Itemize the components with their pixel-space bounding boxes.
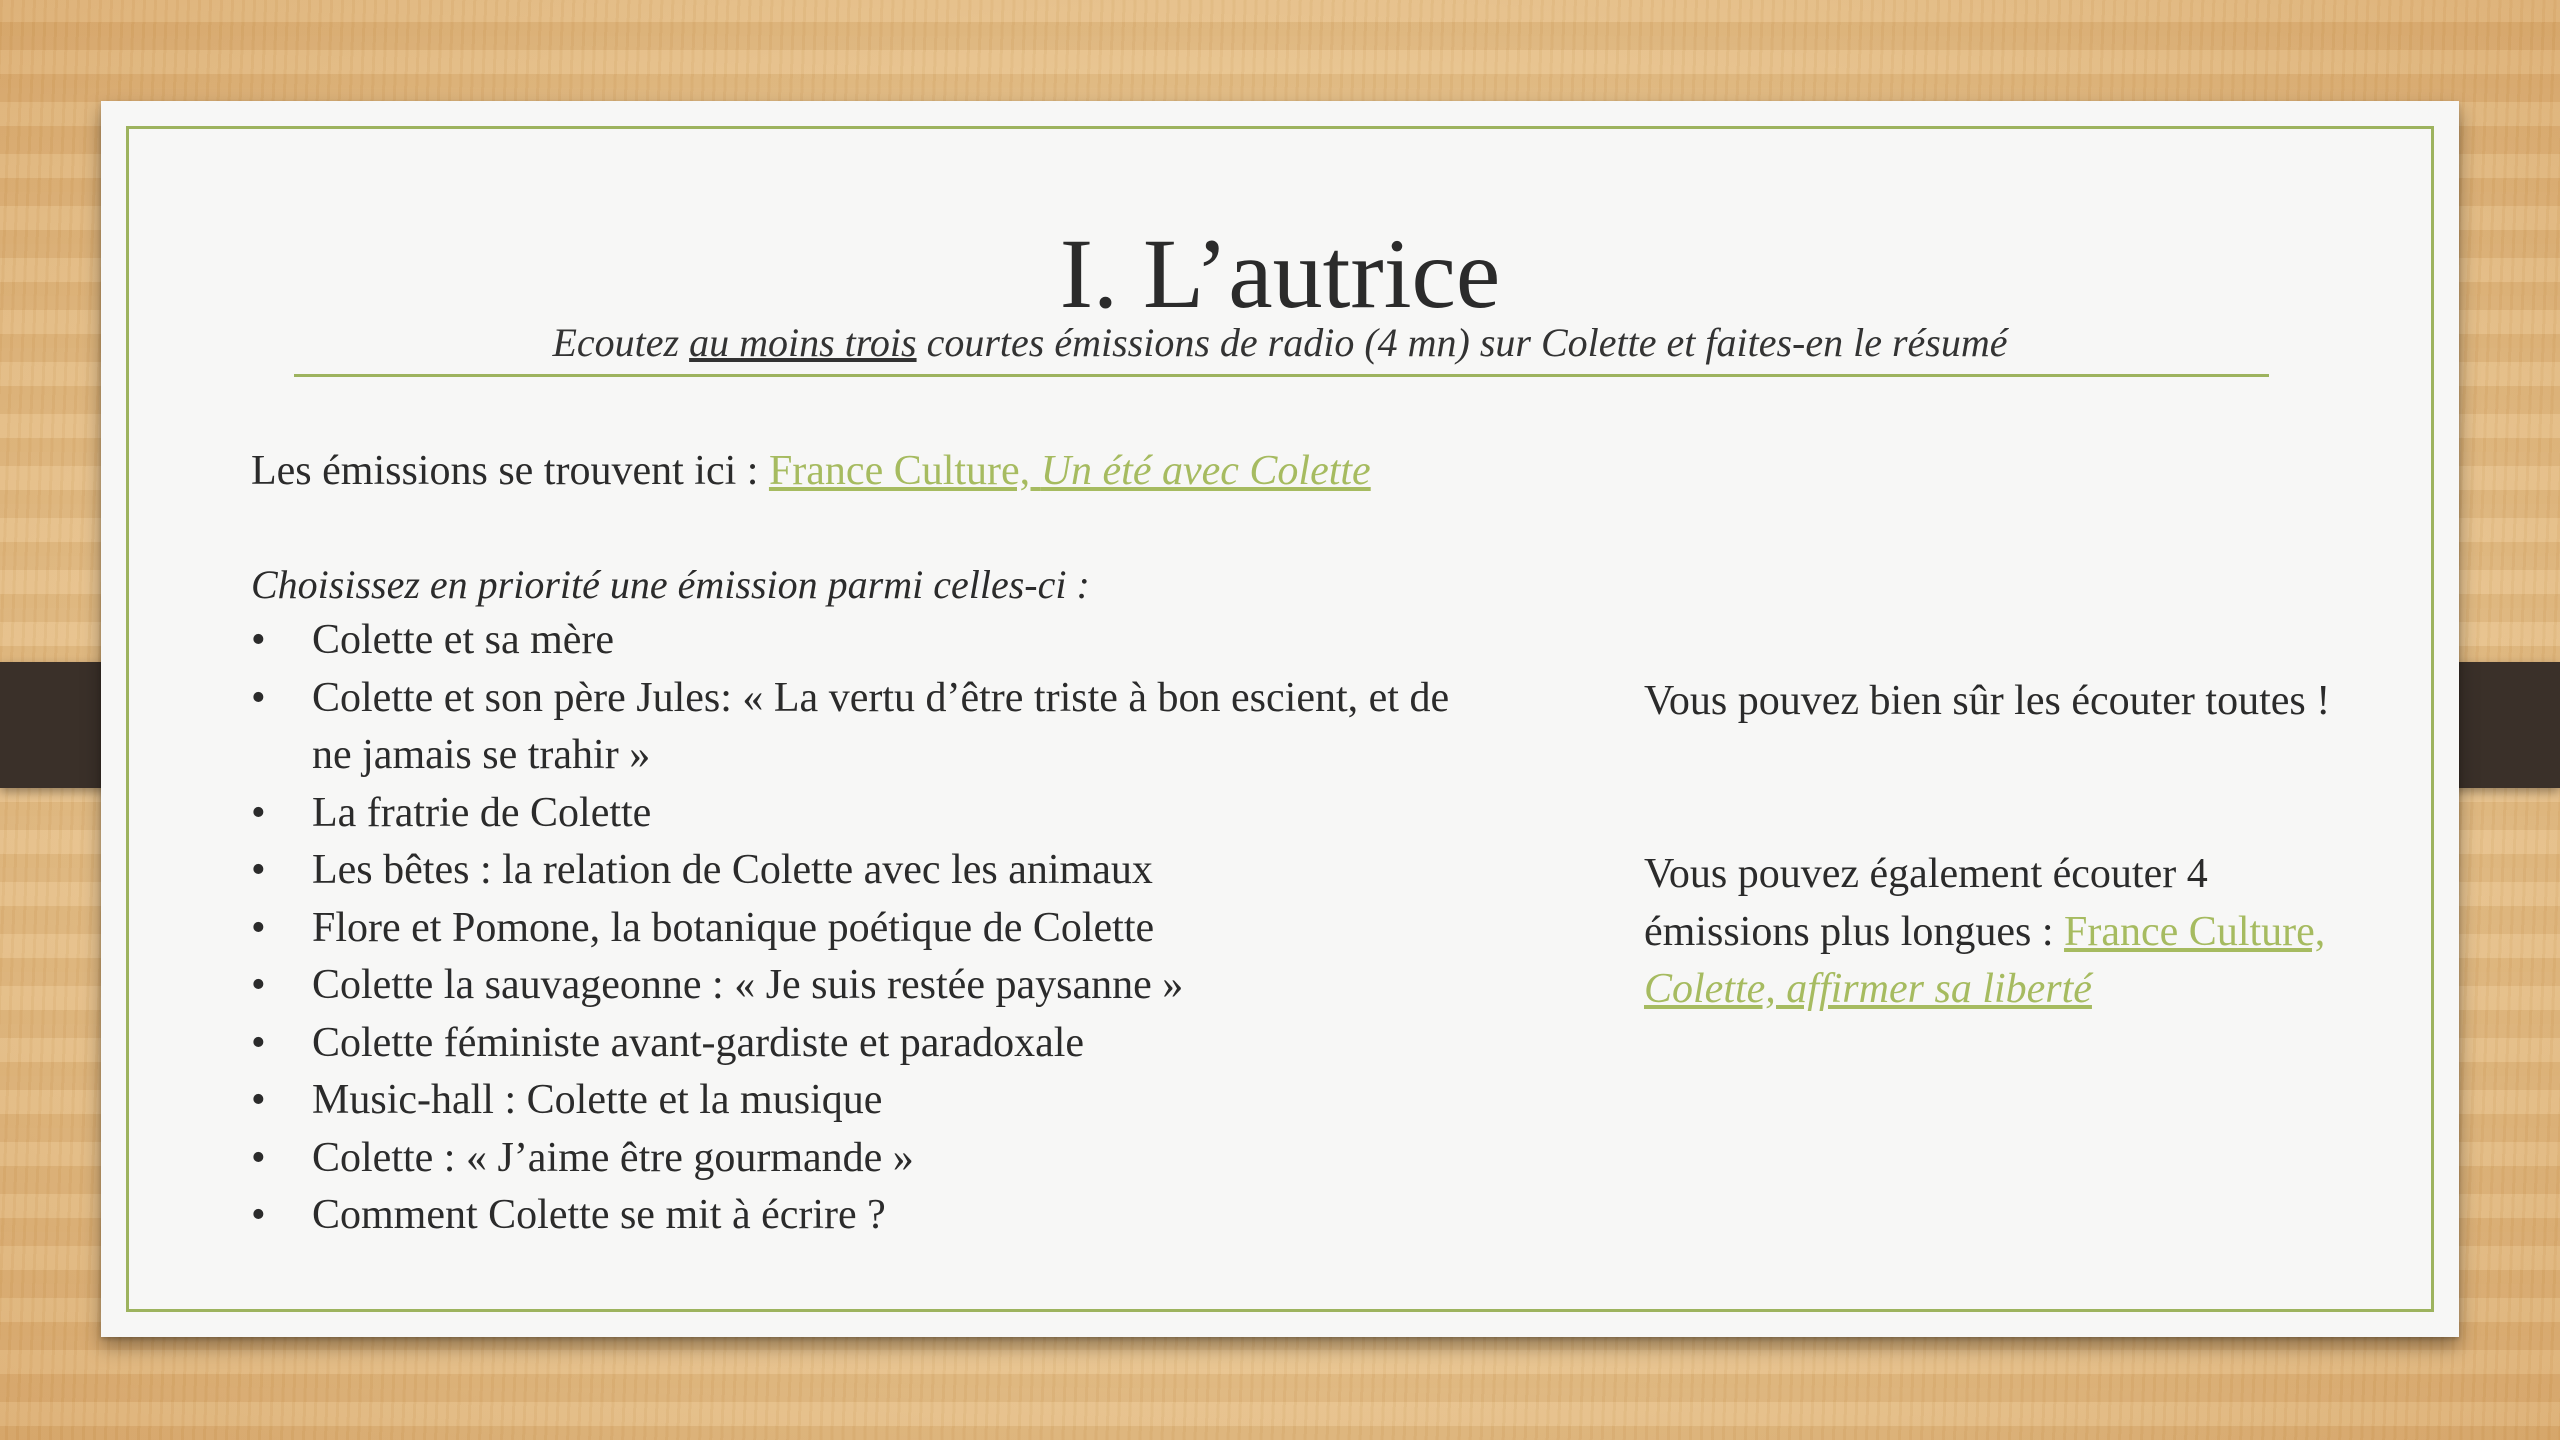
list-item: • Music-hall : Colette et la musique bbox=[251, 1072, 1451, 1130]
slide-title: I. L’autrice bbox=[1059, 218, 1501, 329]
side-note-longer bbox=[1644, 846, 2344, 1019]
side-note-listen-all: Vous pouvez bien sûr les écouter toutes ! bbox=[1644, 678, 2331, 724]
slide-subtitle bbox=[101, 319, 2459, 367]
choose-label: Choisissez en priorité une émission parmi celles-ci : bbox=[251, 562, 1090, 607]
side-note-longer-text: Vous pouvez également écouter 4 émissions plus longues : bbox=[1644, 851, 2208, 955]
list-item: • La fratrie de Colette bbox=[251, 785, 1451, 843]
france-culture-liberte-link[interactable]: France Culture, Colette, affirmer sa liberté bbox=[1644, 908, 2326, 1012]
list-item: • Colette : « J’aime être gourmande » bbox=[251, 1130, 1451, 1188]
list-item: • Flore et Pomone, la botanique poétique de Colette bbox=[251, 900, 1451, 958]
france-culture-ete-link[interactable]: France Culture, Un été avec Colette bbox=[768, 448, 1371, 494]
list-item: • Les bêtes : la relation de Colette avec les animaux bbox=[251, 842, 1451, 900]
list-item: • Colette la sauvageonne : « Je suis restée paysanne » bbox=[251, 957, 1451, 1015]
slide-card bbox=[101, 101, 2459, 1337]
list-item: • Colette féministe avant-gardiste et paradoxale bbox=[251, 1015, 1451, 1073]
episode-list bbox=[251, 612, 1451, 1245]
subtitle-part-2: courtes émissions de radio (4 mn) sur Colette et faites-en le résumé bbox=[916, 320, 2008, 365]
title-divider bbox=[294, 374, 2269, 377]
subtitle-part-1: Ecoutez bbox=[552, 320, 690, 365]
intro-text: Les émissions se trouvent ici : bbox=[251, 448, 769, 494]
list-item: • Colette et son père Jules: « La vertu d’être triste à bon escient, et de ne jamais se trahir » bbox=[251, 670, 1451, 785]
intro-line bbox=[251, 443, 1371, 499]
list-item: • Comment Colette se mit à écrire ? bbox=[251, 1187, 1451, 1245]
list-item: • Colette et sa mère bbox=[251, 612, 1451, 670]
subtitle-underlined: au moins trois bbox=[689, 320, 917, 365]
